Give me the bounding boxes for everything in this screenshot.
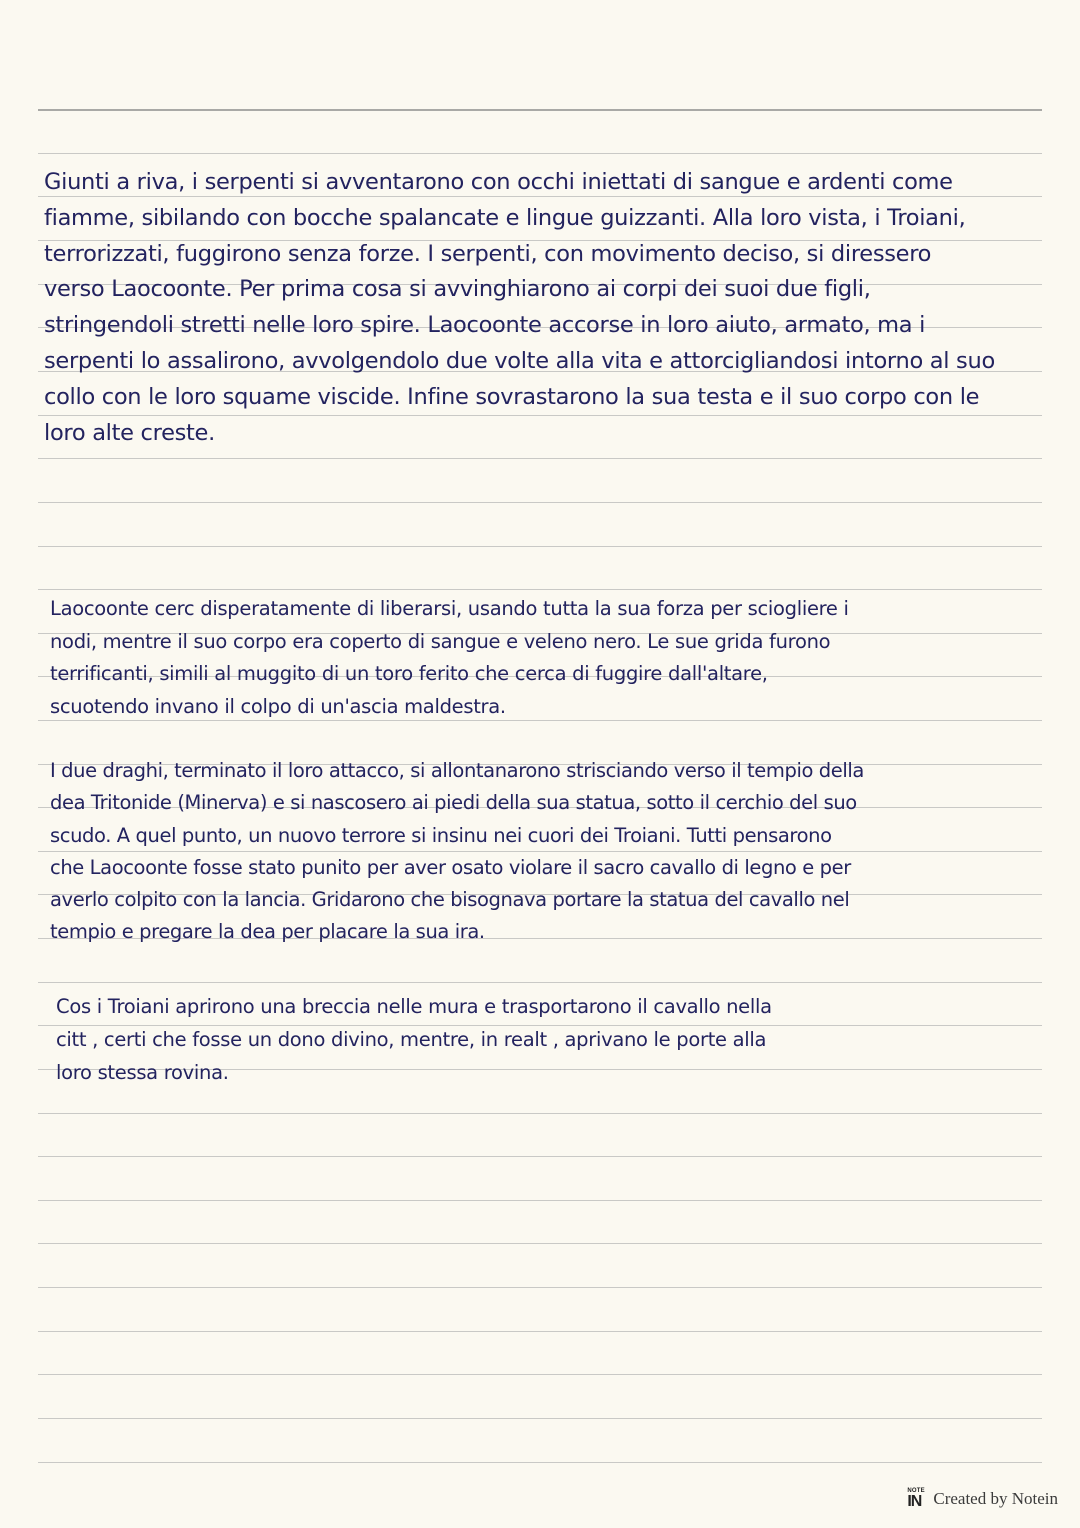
text-line: verso Laocoonte. Per prima cosa si avvinghiarono ai corpi dei suoi due figli, xyxy=(44,276,871,303)
text-line: Giunti a riva, i serpenti si avventarono con occhi iniettati di sangue e ardenti come xyxy=(44,169,953,195)
text-line: scuotendo invano il colpo di un'ascia maldestra. xyxy=(50,694,506,718)
text-line: loro stessa rovina. xyxy=(56,1061,229,1084)
ruled-line xyxy=(38,546,1042,547)
text-line: terrorizzati, fuggirono senza forze. I serpenti, con movimento deciso, si diressero xyxy=(44,240,932,267)
logo-top-text: NOTE xyxy=(907,1488,925,1494)
ruled-line xyxy=(38,1243,1042,1244)
paragraph-dragons-retreat xyxy=(50,755,990,949)
text-line: scudo. A quel punto, un nuovo terrore si insinu nei cuori dei Troiani. Tutti pensarono xyxy=(50,823,832,847)
ruled-line xyxy=(38,153,1042,154)
text-line: Cos i Troiani aprirono una breccia nelle mura e trasportarono il cavallo nella xyxy=(56,995,772,1018)
text-line: tempio e pregare la dea per placare la sua ira. xyxy=(50,920,485,944)
paragraph-serpents-attack xyxy=(44,165,1004,451)
ruled-line xyxy=(38,1462,1042,1463)
text-line: Laocoonte cerc disperatamente di liberarsi, usando tutta la sua forza per sciogliere i xyxy=(50,597,849,620)
paragraph-laocoon-struggle xyxy=(50,593,990,723)
ruled-line xyxy=(38,982,1042,983)
text-line: stringendoli stretti nelle loro spire. Laocoonte accorse in loro aiuto, armato, ma i xyxy=(44,312,926,339)
ruled-line xyxy=(38,1287,1042,1288)
ruled-line xyxy=(38,458,1042,459)
text-line: I due draghi, terminato il loro attacco, si allontanarono strisciando verso il tempio della xyxy=(50,759,864,782)
ruled-line xyxy=(38,1113,1042,1114)
text-line: serpenti lo assalirono, avvolgendolo due volte alla vita e attorcigliandosi intorno al suo xyxy=(44,347,995,374)
text-line: fiamme, sibilando con bocche spalancate e lingue guizzanti. Alla loro vista, i Troiani, xyxy=(44,204,966,231)
paragraph-trojans-ruin xyxy=(56,990,956,1089)
footer-text: Created by Notein xyxy=(933,1489,1058,1508)
logo-main-text: IN xyxy=(907,1493,922,1510)
ruled-line xyxy=(38,1156,1042,1157)
ruled-line xyxy=(38,109,1042,111)
ruled-line xyxy=(38,502,1042,503)
text-line: collo con le loro squame viscide. Infine sovrastarono la sua testa e il suo corpo con le xyxy=(44,383,980,410)
text-line: citt , certi che fosse un dono divino, mentre, in realt , aprivano le porte alla xyxy=(56,1028,767,1051)
ruled-line xyxy=(38,1200,1042,1201)
text-line: averlo colpito con la lancia. Gridarono che bisognava portare la statua del cavallo nel xyxy=(50,888,850,912)
ruled-line xyxy=(38,1418,1042,1419)
ruled-line xyxy=(38,589,1042,590)
ruled-line xyxy=(38,1374,1042,1375)
text-line: dea Tritonide (Minerva) e si nascosero ai piedi della sua statua, sotto il cerchio del suo xyxy=(50,791,857,815)
ruled-line xyxy=(38,1331,1042,1332)
text-line: loro alte creste. xyxy=(44,419,215,446)
text-line: terrificanti, simili al muggito di un toro ferito che cerca di fuggire dall'altare, xyxy=(50,662,768,685)
text-line: che Laocoonte fosse stato punito per aver osato violare il sacro cavallo di legno e per xyxy=(50,855,851,879)
notein-logo-icon xyxy=(907,1488,927,1510)
notein-footer xyxy=(907,1488,1058,1510)
text-line: nodi, mentre il suo corpo era coperto di sangue e veleno nero. Le sue grida furono xyxy=(50,629,831,653)
